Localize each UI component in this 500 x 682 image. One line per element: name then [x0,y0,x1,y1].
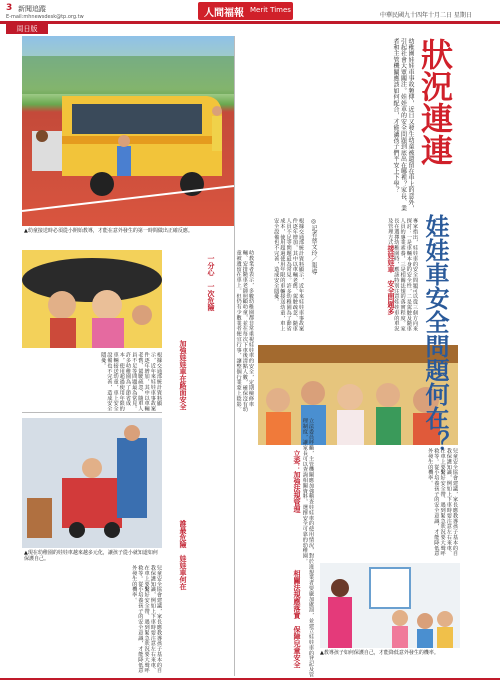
section-email: E-mail:mhnewsdesk@tp.org.tw [6,14,84,20]
column-divider [234,36,235,676]
lead-paragraph: 幼稚園娃娃車事故頻傳，近日又發生幼童被遺留在車上的意外，引起社會大眾關注。娃娃車的安全問題到底出在哪裡？家長、業者和主管機關應該如何配合，才能讓孩子們平安上下學？ [392,38,414,212]
subhead-3: 加強娃娃車在路面安全 [179,340,187,410]
body-col-c: 幼教業者表示，多數幼稚園都非常重視娃娃車的安全，定期檢修車輛、安排隨車老師照顧幼童，並在每次下車後清點人數，確保沒有幼童被遺留在車上。但仍有少數業者便宜行事，讓整個行業蒙上陰影。 [235,250,254,412]
photo1-caption: ▲幼童接送時必須從小開始教導，才能在意外發生的第一時間做出正確反應。 [24,228,193,234]
logo-english: Merit Times [250,6,291,14]
headline-sub: 娃娃車安全問題何在？ [421,214,450,454]
body-col-g: 兒童安全協會建議，家長應教導孩子基本的自我保護知識，例如上下車時要注意左右來車、在車上要繫好安全帶、遇到緊急狀況要大聲呼救等。從小培養孩子的安全意識，才能降低意外發生的機率。 [131,565,162,673]
section-name: 新聞追蹤 [18,5,46,13]
header-rule [0,21,500,24]
subhead-6: 相關法規應落實 保障兒童安全 [293,570,301,668]
row-divider [22,412,162,413]
child-on-bus-photo [22,250,162,348]
body-col-f: 根據交通部統計資料顯示，近年來娃娃車事故案件逐年增加，其中以車輛老舊、駕駛疏忽、隨車人員不足等問題最為常見。許多幼稚園為了節省成本，使用超過使用年限的車輛接送幼童，車上安全設備也不完善，造成安全隱憂。 [100,352,162,412]
teacher-kids-photo [320,563,460,648]
subhead-2: 一分心 一次危險 [207,255,215,311]
body-col-b: 專家指出，娃娃車的安全問題可以從三個方向來探討：一是車輛本身的安全性，二是駕駛及隨車人員的專業素養，三是相關法規的落實程度。家長在選擇幼稚園時，應該特別注意娃娃車的車況及管理方式。 [387,218,418,332]
body-col-d: 立法委員呼籲，主管機關應加強稽查娃娃車的使用情況，對於違規業者要嚴加處罰，並建立娃娃車的登記及管理制度，讓家長可以查詢相關資料，選擇安全可靠的幼稚園。 [301,418,314,678]
kids-ride-photo [22,418,162,548]
subhead-4: 誰最危險 娃娃車何在 [179,520,187,590]
body-col-e: 兒童安全協會建議，家長應教導孩子基本的自我保護知識，例如上下車時要注意左右來車、在車上要繫好安全帶、遇到緊急狀況要大聲呼救等。從小培養孩子的安全意識，才能降低意外發生的機率。 [427,448,458,556]
section-tag [6,24,48,34]
logo-chinese: 人間福報 [204,8,244,19]
school-bus-photo [22,36,234,226]
subhead-1: 接娃娃車 安全問題多 [387,245,395,315]
byline: ◎記者蔡文玲／報導 [310,218,317,275]
subhead-5: 立委：加強法規管理 [293,450,301,513]
body-col-a: 根據交通部統計資料顯示，近年來娃娃車事故案件逐年增加，其中以車輛老舊、駕駛疏忽、隨車人員不足等問題最為常見。許多幼稚園為了節省成本，使用超過使用年限的車輛接送幼童，車上安全設備也不完善，造成安全隱憂。 [273,218,304,332]
section-tag-label: 周日版 [16,25,38,33]
issue-date: 中華民國九十四年十月二日 星期日 [380,12,472,19]
photo5-caption: ▲教導孩子如何保護自己，才能降低意外發生的機率。 [320,650,439,656]
headline-main: 狀況連連 [416,38,454,166]
photo4-caption: ▲現在幼稚園的娃娃車越來越多元化，讓孩子從小就知道如何保護自己。 [24,550,158,562]
footer-rule [0,678,500,680]
page-number: 3 [6,3,13,13]
